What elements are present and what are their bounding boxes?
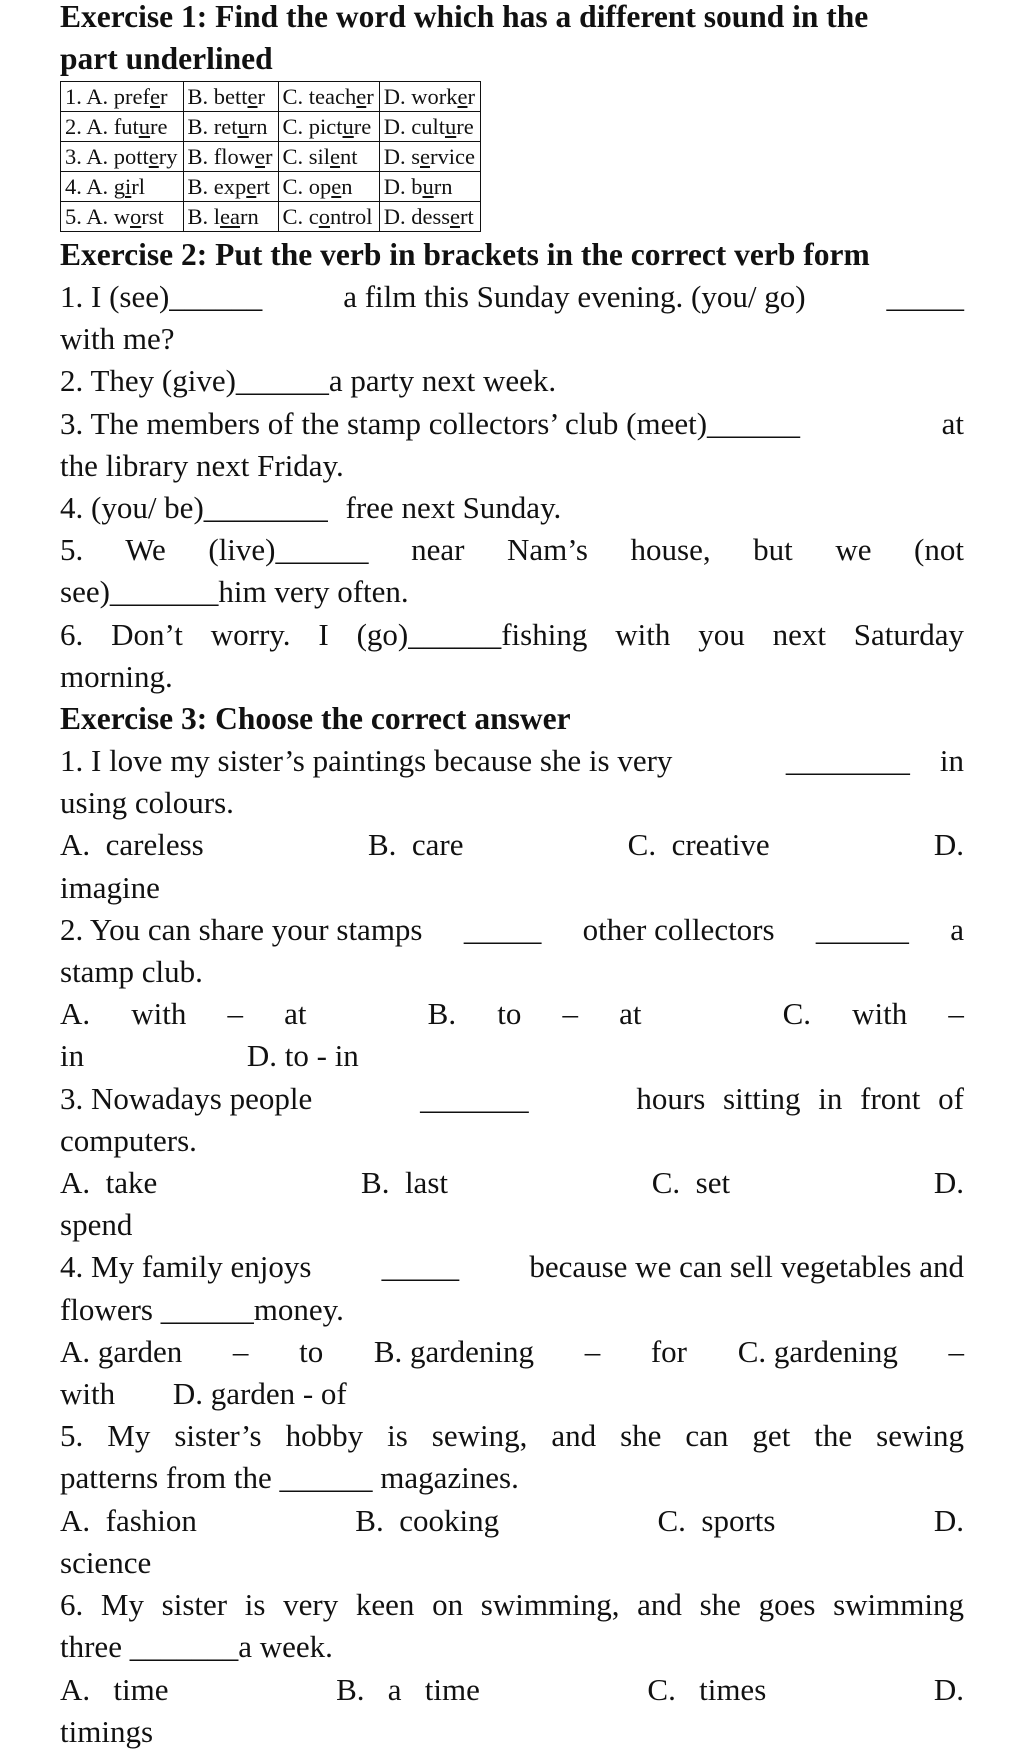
word-suffix: rt	[459, 204, 474, 229]
word-suffix: re	[456, 114, 474, 139]
word-suffix: ry	[158, 144, 178, 169]
word-prefix: C. pict	[282, 114, 343, 139]
word-prefix: C. sil	[282, 144, 331, 169]
ex3-q1-option-d: D.	[933, 827, 964, 863]
ex2-q3-line2: the library next Friday.	[60, 447, 344, 483]
ex3-q4-options-line2	[60, 1373, 964, 1415]
ex3-q4-opt-token: A. garden	[60, 1333, 183, 1369]
ex3-q2-part-c: other collectors	[582, 911, 775, 947]
word-suffix: re	[150, 114, 168, 139]
ex3-q4-option-d: D. garden - of	[172, 1376, 347, 1412]
word-prefix: D. dess	[383, 204, 450, 229]
ex3-q2-line1	[60, 909, 964, 951]
ex3-q4-line2: flowers ______money.	[60, 1291, 344, 1327]
word-suffix: rst	[141, 204, 164, 229]
word-suffix: r	[257, 84, 266, 109]
sound-table-cell	[278, 172, 379, 202]
word-suffix: n	[341, 174, 353, 199]
sound-table-row	[61, 82, 481, 112]
word-underlined-part: e	[246, 174, 257, 199]
ex3-q4-opt-token: –	[584, 1333, 601, 1369]
sound-table-cell	[183, 112, 278, 142]
ex3-q1-part-a: 1. I love my sister’s paintings because she is very	[60, 743, 673, 779]
word-prefix: D. b	[383, 174, 423, 199]
exercise3-title: Exercise 3: Choose the correct answer	[60, 701, 571, 737]
word-underlined-part: e	[449, 204, 460, 229]
sound-table	[60, 81, 481, 232]
ex2-q6-line2: morning.	[60, 658, 173, 694]
word-suffix: ntrol	[330, 204, 373, 229]
ex2-q1-line2: with me?	[60, 321, 175, 357]
ex3-q3-options	[60, 1162, 964, 1204]
ex3-q2-opt-token: at	[284, 996, 307, 1032]
ex2-q4-part-a: 4. (you/ be)________	[60, 490, 328, 526]
word-prefix: 4. A. g	[65, 174, 126, 199]
ex3-q1-option-a: A. careless	[60, 827, 204, 863]
sound-table-cell	[379, 142, 480, 172]
exercise2-title: Exercise 2: Put the verb in brackets in the correct verb form	[60, 237, 870, 272]
ex3-q1-line1	[60, 740, 964, 782]
word-suffix: rl	[131, 174, 146, 199]
ex3-q2-option-d: D. to - in	[246, 1038, 359, 1074]
ex3-q2-part-a: 2. You can share your stamps	[60, 911, 423, 947]
ex3-q2-blank-2: ______	[815, 911, 909, 947]
word-prefix: 2. A. fut	[65, 114, 139, 139]
ex3-q2-opt-token: –	[227, 996, 244, 1032]
ex3-q5-line1: 5. My sister’s hobby is sewing, and she can get the sewing	[60, 1418, 964, 1454]
ex2-q4-part-b: free next Sunday.	[345, 490, 562, 526]
ex2-q2: 2. They (give)______a party next week.	[60, 363, 557, 399]
sound-table-row	[61, 142, 481, 172]
ex2-q1-line1	[60, 276, 964, 318]
word-underlined-part: e	[457, 84, 468, 109]
ex3-q2-options-line2	[60, 1035, 964, 1077]
ex3-q4-opt-token: –	[948, 1333, 964, 1369]
ex3-q4-options	[60, 1331, 964, 1373]
ex2-q1-part-c: _____	[886, 279, 964, 314]
ex3-q6-option-c: C. times	[647, 1671, 767, 1707]
exercise1-title-line2: part underlined	[60, 41, 273, 76]
ex3-q2-opt-token: with	[852, 996, 908, 1032]
word-prefix: D. work	[383, 84, 458, 109]
ex3-q6-option-b: B. a time	[336, 1671, 480, 1707]
ex3-q3-blank: _______	[420, 1080, 529, 1116]
ex3-q4-opt-token: for	[650, 1333, 688, 1369]
word-prefix: B. bett	[187, 84, 248, 109]
ex3-q3-line1	[60, 1078, 964, 1120]
ex3-q3-line2: computers.	[60, 1122, 197, 1158]
sound-table-cell	[183, 82, 278, 112]
ex3-q3-option-a: A. take	[60, 1165, 158, 1201]
word-prefix: B. flow	[187, 144, 256, 169]
ex3-q5-option-d-text: science	[60, 1544, 152, 1580]
ex3-q1-line2: using colours.	[60, 785, 234, 821]
ex3-q3-option-d: D.	[933, 1165, 964, 1201]
ex2-q3-part-a: 3. The members of the stamp collectors’ club (meet)______	[60, 405, 801, 441]
word-underlined-part: e	[356, 84, 367, 109]
word-underlined-part: u	[237, 114, 249, 139]
sound-table-cell	[61, 202, 184, 232]
ex3-q4-opt-token: to	[299, 1333, 324, 1369]
word-suffix: rn	[433, 174, 453, 199]
word-suffix: rn	[248, 114, 268, 139]
ex3-q1-blank: ________	[785, 743, 910, 779]
sound-table-cell	[379, 112, 480, 142]
word-underlined-part: e	[247, 84, 258, 109]
word-underlined-part: u	[138, 114, 151, 139]
word-suffix: rt	[256, 174, 271, 199]
ex3-q1-option-d-text: imagine	[60, 869, 160, 905]
ex3-q6-option-a: A. time	[60, 1671, 169, 1707]
ex3-q4-blank: _____	[381, 1249, 460, 1285]
word-underlined-part: u	[444, 114, 457, 139]
word-underlined-part: u	[422, 174, 434, 199]
word-prefix: C. op	[282, 174, 332, 199]
ex3-q4-opt-token: –	[232, 1333, 249, 1369]
ex3-q4-tail-a: with	[60, 1376, 116, 1412]
ex3-q3-part-a: 3. Nowadays people	[60, 1080, 313, 1116]
word-prefix: D. s	[383, 144, 420, 169]
word-prefix: D. cult	[383, 114, 445, 139]
word-underlined-part: e	[420, 144, 430, 169]
ex3-q2-opt-token: –	[948, 996, 964, 1032]
word-underlined-part: u	[342, 114, 354, 139]
ex3-q3-option-d-text: spend	[60, 1207, 133, 1243]
word-prefix: 3. A. pott	[65, 144, 149, 169]
ex3-q3-option-b: B. last	[361, 1165, 448, 1201]
ex2-q5-line1: 5. We (live)______ near Nam’s house, but we (not	[60, 532, 964, 568]
ex3-q2-options	[60, 993, 964, 1035]
sound-table-cell	[379, 202, 480, 232]
ex3-q1-option-b: B. care	[367, 827, 464, 863]
word-prefix: B. l	[187, 204, 221, 229]
word-suffix: r	[467, 84, 475, 109]
ex3-q2-opt-token: with	[131, 996, 187, 1032]
sound-table-cell	[278, 82, 379, 112]
sound-table-cell	[278, 112, 379, 142]
ex2-q1-part-b: a film this Sunday evening. (you/ go)	[343, 279, 806, 314]
sound-table-cell	[379, 172, 480, 202]
word-suffix: r	[265, 144, 273, 169]
ex2-q4	[60, 487, 964, 529]
ex3-q6-option-d-text: timings	[60, 1713, 154, 1749]
ex2-q6-line1: 6. Don’t worry. I (go)______fishing with you next Saturday	[60, 616, 964, 652]
ex3-q2-part-e: a	[950, 911, 964, 947]
ex3-q2-opt-token: –	[562, 996, 578, 1032]
ex3-q4-opt-token: C. gardening	[737, 1333, 898, 1369]
ex3-q2-opt-token: at	[619, 996, 642, 1032]
ex2-q1-part-a: 1. I (see)______	[60, 279, 263, 314]
sound-table-cell	[183, 142, 278, 172]
word-suffix: re	[353, 114, 372, 139]
word-prefix: B. ret	[187, 114, 238, 139]
ex3-q5-line2: patterns from the ______ magazines.	[60, 1460, 519, 1496]
ex2-q5-line2: see)_______him very often.	[60, 574, 409, 610]
word-prefix: 5. A. w	[65, 204, 131, 229]
word-underlined-part: e	[331, 174, 342, 199]
word-suffix: nt	[340, 144, 358, 169]
word-suffix: rn	[240, 204, 259, 229]
sound-table-cell	[61, 142, 184, 172]
ex2-q3-part-b: at	[941, 405, 964, 441]
ex3-q5-options	[60, 1500, 964, 1542]
ex3-q2-opt-token: B.	[427, 996, 457, 1032]
sound-table-cell	[379, 82, 480, 112]
ex3-q2-opt-token: to	[497, 996, 522, 1032]
exercise1-title-line1: Exercise 1: Find the word which has a different sound in the	[60, 0, 869, 34]
ex2-q3-line1	[60, 403, 964, 445]
ex3-q2-blank-1: _____	[463, 911, 542, 947]
ex3-q5-option-d: D.	[933, 1502, 964, 1538]
sound-table-cell	[61, 172, 184, 202]
word-underlined-part: e	[149, 84, 160, 109]
word-underlined-part: e	[330, 144, 341, 169]
ex3-q4-part-a: 4. My family enjoys	[60, 1249, 312, 1285]
sound-table-row	[61, 172, 481, 202]
ex3-q5-option-c: C. sports	[657, 1502, 776, 1538]
sound-table-row	[61, 112, 481, 142]
sound-table-cell	[183, 172, 278, 202]
ex3-q2-tail-a: in	[60, 1038, 85, 1074]
sound-table-cell	[61, 82, 184, 112]
word-suffix: rvice	[430, 144, 475, 169]
sound-table-cell	[183, 202, 278, 232]
ex3-q3-option-c: C. set	[651, 1165, 731, 1201]
ex3-q2-opt-token: C.	[782, 996, 812, 1032]
word-underlined-part: i	[125, 174, 132, 199]
ex3-q1-options	[60, 824, 964, 866]
ex3-q4-line1	[60, 1246, 964, 1288]
word-underlined-part: e	[255, 144, 266, 169]
ex3-q1-option-c: C. creative	[627, 827, 770, 863]
word-suffix: r	[366, 84, 374, 109]
ex3-q6-options	[60, 1669, 964, 1711]
word-prefix: C. c	[282, 204, 319, 229]
ex3-q6-line1: 6. My sister is very keen on swimming, and she goes swimming	[60, 1587, 964, 1623]
word-prefix: C. teach	[282, 84, 357, 109]
ex3-q5-option-a: A. fashion	[60, 1502, 197, 1538]
ex3-q5-option-b: B. cooking	[355, 1502, 500, 1538]
word-underlined-part: e	[148, 144, 159, 169]
sound-table-cell	[278, 202, 379, 232]
word-suffix: r	[159, 84, 168, 109]
ex3-q4-opt-token: B. gardening	[373, 1333, 535, 1369]
ex3-q6-option-d: D.	[933, 1671, 964, 1707]
word-prefix: B. exp	[187, 174, 247, 199]
ex3-q2-line2: stamp club.	[60, 954, 203, 990]
word-underlined-part: o	[318, 204, 331, 229]
sound-table-cell	[278, 142, 379, 172]
ex3-q1-part-c: in	[939, 743, 964, 779]
sound-table-row	[61, 202, 481, 232]
ex3-q3-part-c: hours sitting in front of	[636, 1080, 964, 1116]
word-prefix: 1. A. pref	[65, 84, 150, 109]
word-underlined-part: ea	[220, 204, 241, 229]
sound-table-cell	[61, 112, 184, 142]
ex3-q2-opt-token: A.	[60, 996, 91, 1032]
ex3-q6-line2: three _______a week.	[60, 1629, 333, 1665]
word-underlined-part: o	[130, 204, 142, 229]
ex3-q4-part-c: because we can sell vegetables and	[529, 1249, 964, 1285]
